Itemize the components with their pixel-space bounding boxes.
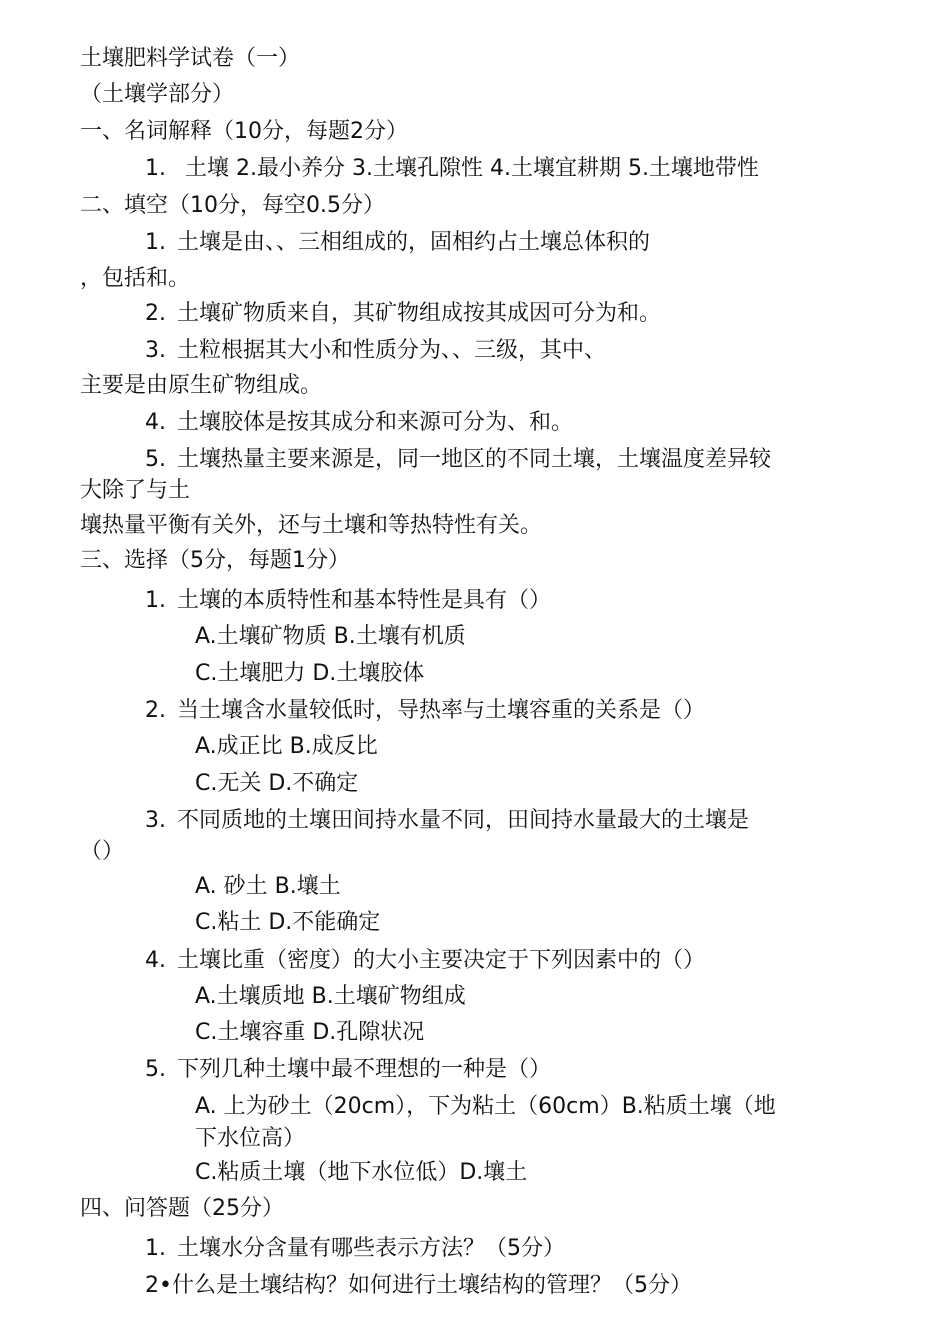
s3-q4-options-ab: A.土壤质地 B.土壤矿物组成 [195, 984, 466, 1009]
s3-q3-options-ab: A. 砂土 B.壤土 [195, 874, 341, 899]
s2-question-5-cont-1: 大除了与土 [80, 478, 191, 503]
question-number: 3. [145, 808, 166, 833]
question-text: 土壤比重（密度）的大小主要决定于下列因素中的（） [177, 948, 706, 973]
s3-question-1 [145, 586, 551, 616]
question-number: 1. [145, 230, 166, 255]
s3-q1-options-cd: C.土壤肥力 D.土壤胶体 [195, 661, 425, 686]
section-1-heading: 一、名词解释（10分，每题2分） [80, 119, 408, 144]
question-number: 2. [145, 698, 166, 723]
s3-q5-options-cd: C.粘质土壤（地下水位低）D.壤土 [195, 1160, 528, 1185]
question-text: 当土壤含水量较低时，导热率与土壤容重的关系是（） [177, 698, 706, 723]
s2-question-1-cont: ，包括和。 [80, 266, 191, 291]
s3-q1-options-ab: A.土壤矿物质 B.土壤有机质 [195, 624, 466, 649]
question-text: 土壤水分含量有哪些表示方法？（5分） [177, 1236, 565, 1261]
question-text: 土壤 2.最小养分 3.土壤孔隙性 4.土壤宜耕期 5.土壤地带性 [185, 156, 759, 181]
s2-question-3-cont: 主要是由原生矿物组成。 [80, 373, 323, 398]
question-number: 3. [145, 338, 166, 363]
question-text: 土壤胶体是按其成分和来源可分为、和。 [177, 410, 574, 435]
question-number: 1. [145, 156, 166, 181]
section-4-heading: 四、问答题（25分） [80, 1196, 284, 1221]
s2-question-5-cont-2: 壤热量平衡有关外，还与土壤和等热特性有关。 [80, 513, 543, 538]
s2-question-2 [145, 299, 661, 329]
s2-question-3 [145, 336, 606, 366]
s3-question-3 [145, 806, 749, 836]
question-number: 4. [145, 410, 166, 435]
question-number: 4. [145, 948, 166, 973]
question-text: 土壤热量主要来源是，同一地区的不同土壤，土壤温度差异较 [177, 447, 772, 472]
s3-q4-options-cd: C.土壤容重 D.孔隙状况 [195, 1020, 425, 1045]
question-number: 1. [145, 1236, 166, 1261]
section-2-heading: 二、填空（10分，每空0.5分） [80, 193, 385, 218]
s4-question-2: 2•什么是土壤结构？如何进行土壤结构的管理？（5分） [145, 1273, 692, 1298]
question-number: 5. [145, 447, 166, 472]
s3-question-2 [145, 696, 705, 726]
question-number: 5. [145, 1057, 166, 1082]
s2-question-5 [145, 445, 771, 475]
s2-question-4 [145, 408, 573, 438]
s3-q5-options-ab-cont: 下水位高） [195, 1126, 306, 1151]
s4-question-1 [145, 1234, 565, 1264]
s3-q2-options-ab: A.成正比 B.成反比 [195, 734, 378, 759]
s3-q5-options-ab: A. 上为砂土（20cm），下为粘土（60cm）B.粘质土壤（地 [195, 1094, 776, 1119]
question-text: 不同质地的土壤田间持水量不同，田间持水量最大的土壤是 [177, 808, 750, 833]
question-number: 1. [145, 588, 166, 613]
s2-question-1 [145, 228, 650, 258]
s3-question-3-cont: （） [80, 839, 125, 864]
part-subtitle: （土壤学部分） [80, 82, 235, 107]
question-text: 土壤的本质特性和基本特性是具有（） [177, 588, 552, 613]
section-3-heading: 三、选择（5分，每题1分） [80, 548, 350, 573]
question-text: 下列几种土壤中最不理想的一种是（） [177, 1057, 552, 1082]
s3-question-4 [145, 946, 705, 976]
exam-title: 土壤肥料学试卷（一） [80, 46, 301, 71]
s3-q3-options-cd: C.粘土 D.不能确定 [195, 910, 381, 935]
s3-q2-options-cd: C.无关 D.不确定 [195, 771, 359, 796]
s3-question-5 [145, 1055, 551, 1085]
s1-question-1 [145, 154, 759, 184]
question-text: 土壤矿物质来自，其矿物组成按其成因可分为和。 [177, 301, 662, 326]
question-number: 2. [145, 301, 166, 326]
question-text: 土壤是由、、三相组成的，固相约占土壤总体积的 [177, 230, 651, 255]
question-text: 土粒根据其大小和性质分为、、三级，其中、 [177, 338, 607, 363]
